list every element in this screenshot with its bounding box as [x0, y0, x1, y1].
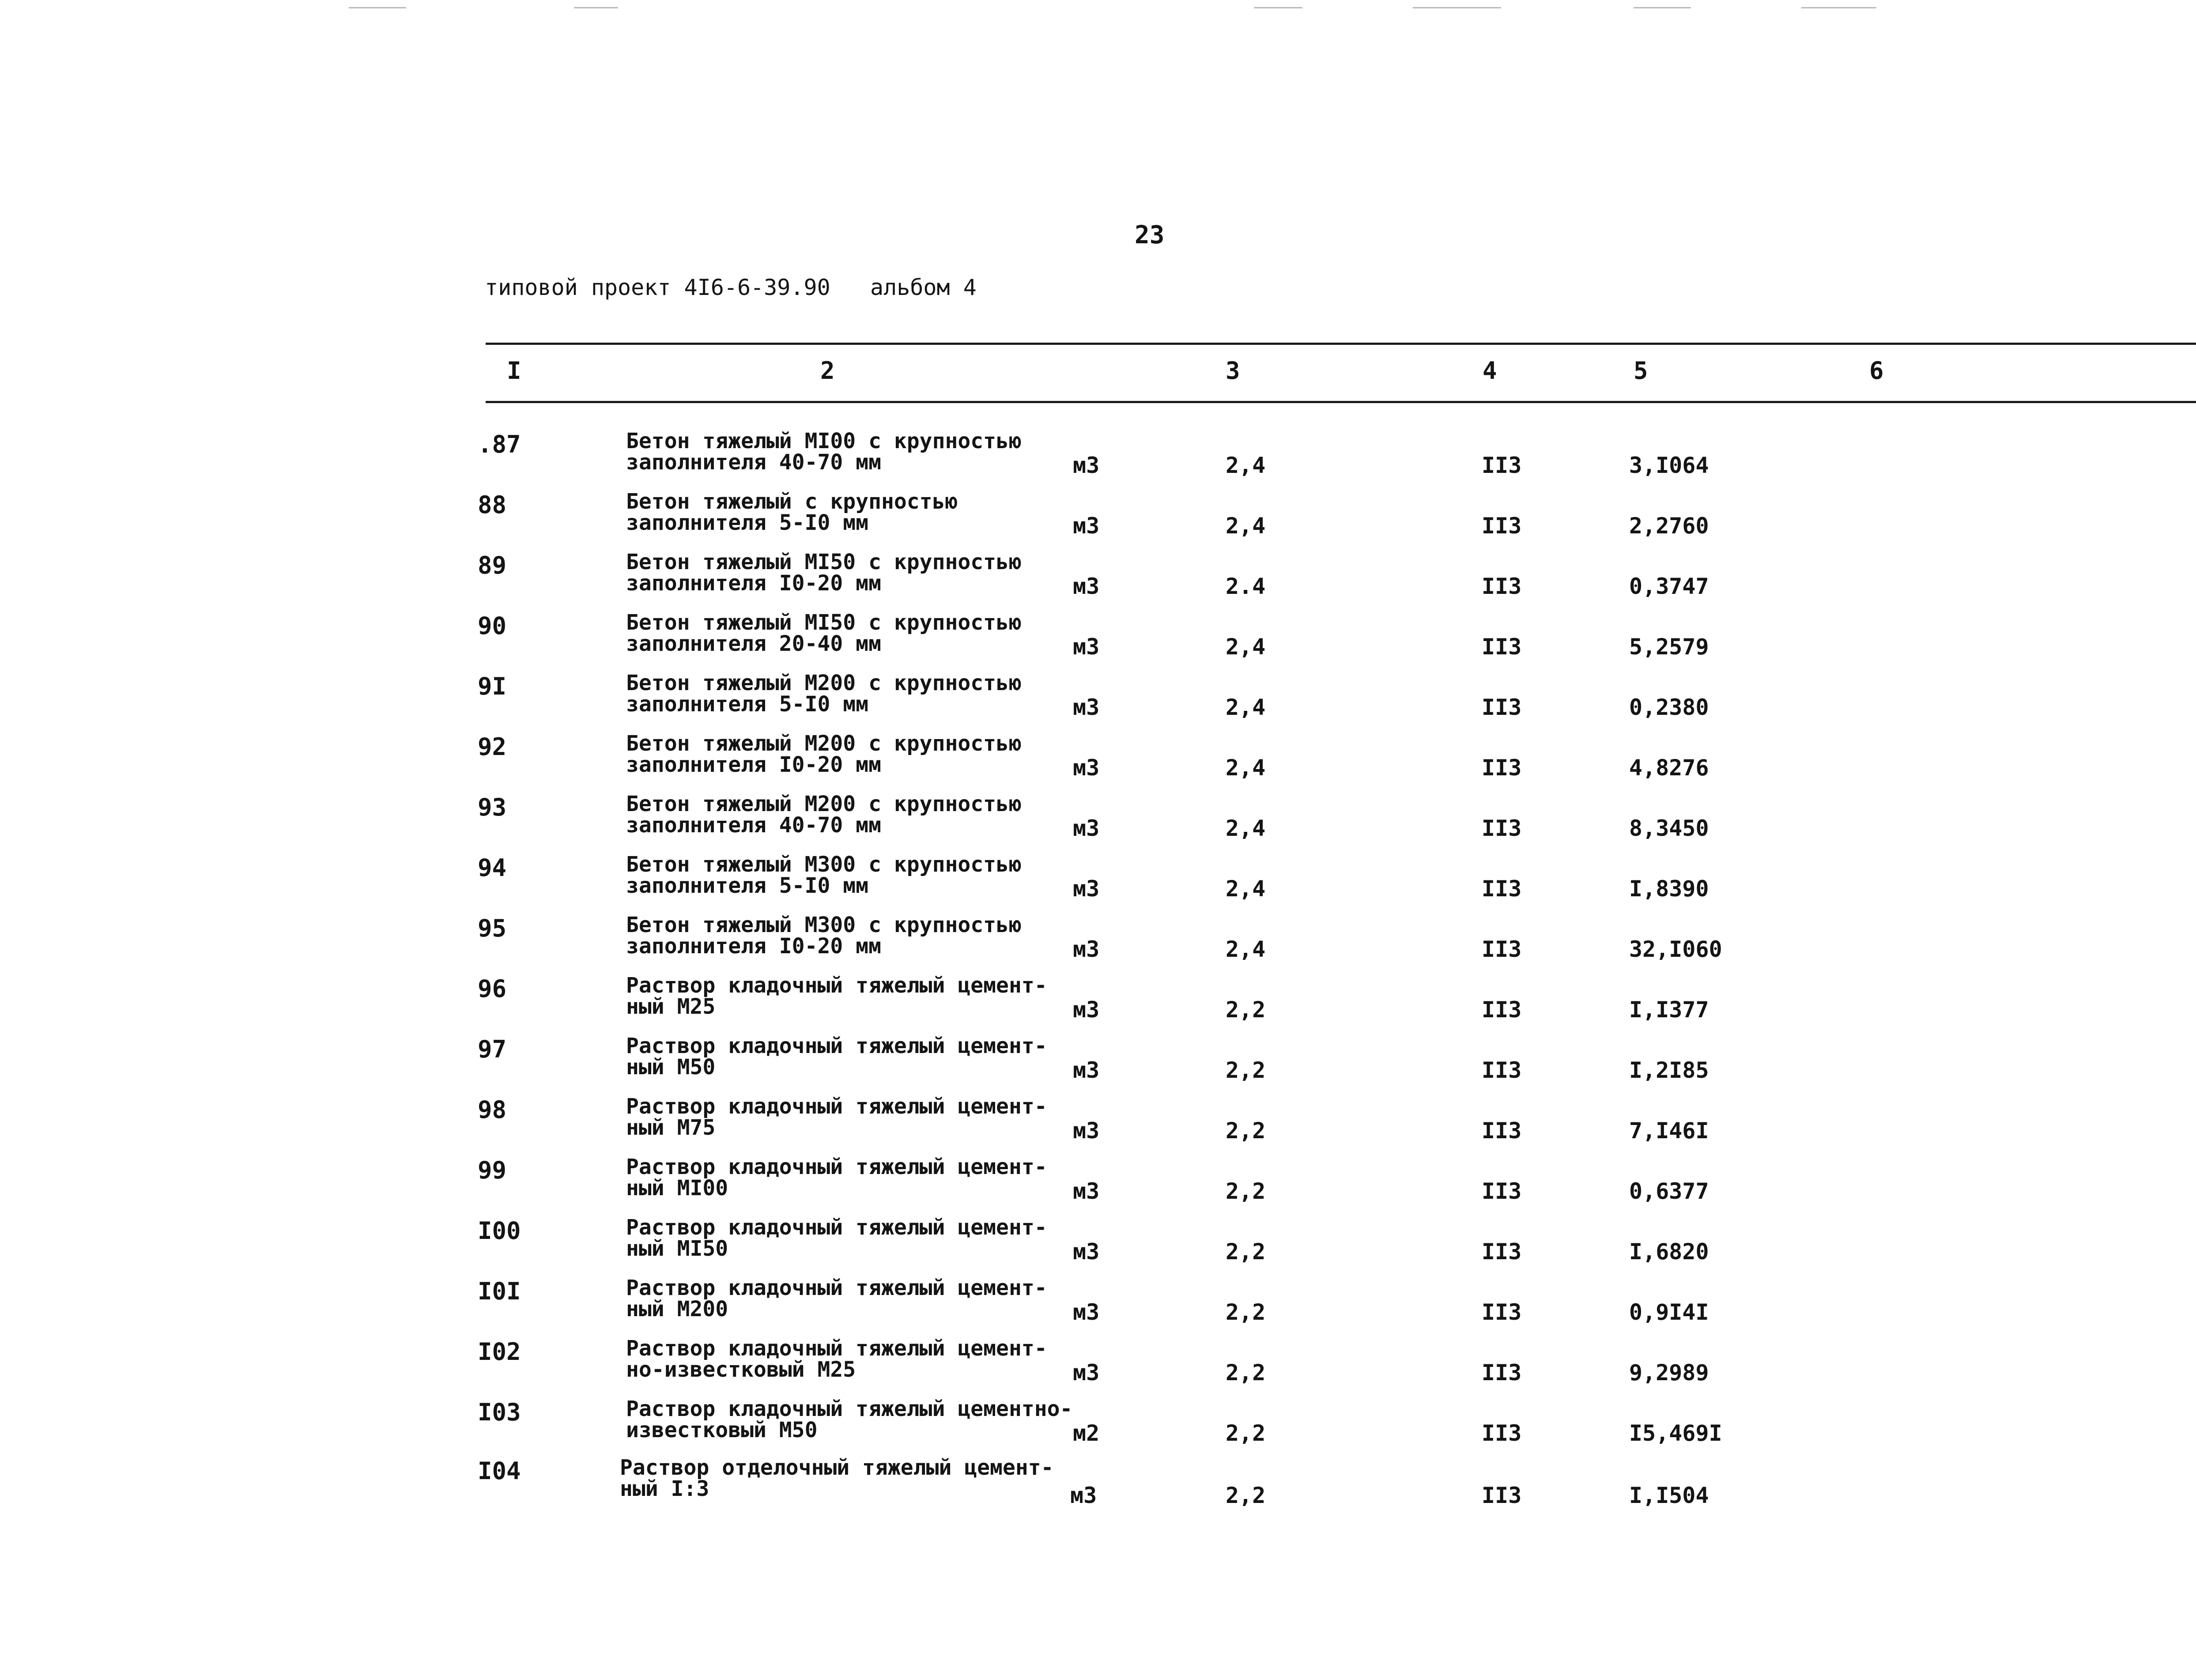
quantity: 2,2	[1226, 1420, 1266, 1446]
material-name-line: Бетон тяжелый МI50 с крупностью	[626, 610, 1022, 635]
unit: м3	[1073, 876, 1100, 902]
material-name-line: но-известковый М25	[626, 1357, 856, 1382]
table-row	[0, 1156, 2196, 1217]
column-header-1: I	[507, 357, 521, 385]
unit: м3	[1073, 1239, 1100, 1265]
code: II3	[1482, 755, 1522, 781]
code: II3	[1482, 1057, 1522, 1083]
code: II3	[1482, 1483, 1522, 1508]
material-name-line: Бетон тяжелый М300 с крупностью	[626, 913, 1022, 937]
unit: м3	[1073, 755, 1100, 781]
material-name	[626, 854, 1022, 896]
material-name-line: заполнителя I0-20 мм	[626, 934, 881, 959]
material-name-line: Раствор кладочный тяжелый цемент-	[626, 1094, 1047, 1119]
material-name-line: ный I:3	[620, 1476, 709, 1501]
table-row	[0, 491, 2196, 551]
row-number: 94	[478, 854, 507, 882]
quantity: 2,2	[1226, 1299, 1266, 1325]
material-name-line: заполнителя 5-I0 мм	[626, 692, 869, 717]
material-name	[626, 1096, 1047, 1138]
unit: м3	[1073, 936, 1100, 962]
quantity: 2,2	[1226, 1360, 1266, 1386]
material-name	[620, 1457, 1054, 1499]
quantity: 2,4	[1226, 695, 1266, 720]
material-name-line: Бетон тяжелый М200 с крупностью	[626, 792, 1022, 816]
table-row	[0, 1398, 2196, 1459]
page-number: 23	[1135, 221, 1165, 249]
unit: м3	[1073, 1360, 1100, 1386]
table-row	[0, 1457, 2196, 1518]
value: I,I504	[1629, 1483, 1709, 1508]
material-name	[626, 975, 1047, 1017]
material-name	[626, 733, 1022, 775]
material-name-line: заполнителя 20-40 мм	[626, 631, 881, 656]
unit: м3	[1073, 453, 1100, 478]
column-header-4: 4	[1483, 357, 1497, 385]
row-number: 98	[478, 1096, 507, 1124]
row-number: 99	[478, 1156, 507, 1184]
material-name-line: Раствор кладочный тяжелый цемент-	[626, 1215, 1047, 1240]
row-number: I02	[478, 1338, 521, 1366]
row-number: 96	[478, 975, 507, 1003]
unit: м3	[1073, 634, 1100, 660]
material-name-line: ный М50	[626, 1055, 716, 1080]
material-name-line: Раствор отделочный тяжелый цемент-	[620, 1455, 1054, 1480]
quantity: 2,4	[1226, 876, 1266, 902]
material-name	[626, 1035, 1047, 1078]
column-header-6: 6	[1869, 357, 1884, 385]
table-top-rule	[486, 343, 2196, 345]
quantity: 2,2	[1226, 997, 1266, 1023]
row-number: 95	[478, 914, 507, 942]
row-number: 89	[478, 551, 507, 579]
quantity: 2,4	[1226, 755, 1266, 781]
unit: м3	[1073, 1118, 1100, 1144]
material-name-line: Раствор кладочный тяжелый цемент-	[626, 1336, 1047, 1361]
material-name	[626, 914, 1022, 957]
material-name-line: заполнителя 5-I0 мм	[626, 873, 869, 898]
material-name-line: заполнителя I0-20 мм	[626, 571, 881, 596]
material-name	[626, 491, 958, 533]
code: II3	[1482, 997, 1522, 1023]
code: II3	[1482, 1178, 1522, 1204]
table-row	[0, 672, 2196, 733]
unit: м3	[1073, 1178, 1100, 1204]
value: 0,9I4I	[1629, 1299, 1709, 1325]
value: I,2I85	[1629, 1057, 1709, 1083]
quantity: 2.4	[1226, 574, 1266, 599]
table-row	[0, 1035, 2196, 1096]
unit: м3	[1073, 997, 1100, 1023]
table-row	[0, 1338, 2196, 1398]
scan-edge-line	[1801, 7, 1876, 8]
table-row	[0, 975, 2196, 1035]
row-number: 92	[478, 733, 507, 761]
material-name-line: Раствор кладочный тяжелый цемент-	[626, 973, 1047, 998]
material-name-line: ный МI00	[626, 1176, 728, 1201]
row-number: 90	[478, 612, 507, 640]
row-number: 88	[478, 491, 507, 519]
quantity: 2,2	[1226, 1239, 1266, 1265]
material-name-line: Бетон тяжелый М200 с крупностью	[626, 671, 1022, 695]
value: 5,2579	[1629, 634, 1709, 660]
material-name-line: Раствор кладочный тяжелый цемент-	[626, 1276, 1047, 1300]
quantity: 2,2	[1226, 1057, 1266, 1083]
row-number: I00	[478, 1217, 521, 1245]
material-name-line: заполнителя 40-70 мм	[626, 813, 881, 838]
table-row	[0, 733, 2196, 793]
quantity: 2,2	[1226, 1118, 1266, 1144]
value: 9,2989	[1629, 1360, 1709, 1386]
quantity: 2,4	[1226, 634, 1266, 660]
material-name-line: заполнителя I0-20 мм	[626, 752, 881, 777]
table-row	[0, 1277, 2196, 1338]
scan-edge-line	[574, 7, 618, 8]
value: 7,I46I	[1629, 1118, 1709, 1144]
material-name-line: Раствор кладочный тяжелый цемент-	[626, 1155, 1047, 1179]
value: I,6820	[1629, 1239, 1709, 1265]
unit: м3	[1073, 1057, 1100, 1083]
unit: м3	[1073, 695, 1100, 720]
code: II3	[1482, 815, 1522, 841]
material-name	[626, 672, 1022, 715]
code: II3	[1482, 1420, 1522, 1446]
code: II3	[1482, 1360, 1522, 1386]
value: 2,2760	[1629, 513, 1709, 539]
row-number: .87	[478, 430, 521, 458]
table-row	[0, 1096, 2196, 1156]
code: II3	[1482, 453, 1522, 478]
row-number: I04	[478, 1457, 521, 1485]
unit: м3	[1073, 1299, 1100, 1325]
material-name	[626, 793, 1022, 836]
column-header-2: 2	[820, 357, 835, 385]
value: 0,6377	[1629, 1178, 1709, 1204]
value: 0,3747	[1629, 574, 1709, 599]
quantity: 2,4	[1226, 513, 1266, 539]
material-name	[626, 1398, 1072, 1441]
material-name-line: Бетон тяжелый с крупностью	[626, 489, 958, 514]
code: II3	[1482, 936, 1522, 962]
table-row	[0, 914, 2196, 975]
value: I,I377	[1629, 997, 1709, 1023]
scan-edge-line	[1634, 7, 1691, 8]
album-label: альбом 4	[870, 275, 977, 300]
table-row	[0, 612, 2196, 672]
quantity: 2,4	[1226, 453, 1266, 478]
table-row	[0, 854, 2196, 914]
material-name	[626, 612, 1022, 654]
quantity: 2,4	[1226, 815, 1266, 841]
code: II3	[1482, 695, 1522, 720]
material-name-line: ный М200	[626, 1297, 728, 1321]
value: I,8390	[1629, 876, 1709, 902]
code: II3	[1482, 574, 1522, 599]
table-row	[0, 430, 2196, 491]
material-name-line: ный М25	[626, 994, 716, 1019]
material-name-line: заполнителя 5-I0 мм	[626, 510, 869, 535]
code: II3	[1482, 634, 1522, 660]
quantity: 2,4	[1226, 936, 1266, 962]
value: 32,I060	[1629, 936, 1722, 962]
scan-edge-line	[1254, 7, 1302, 8]
material-name-line: ный М75	[626, 1115, 716, 1140]
row-number: 97	[478, 1035, 507, 1063]
row-number: 9I	[478, 672, 507, 700]
table-row	[0, 1217, 2196, 1277]
material-name-line: Раствор кладочный тяжелый цементно-	[626, 1397, 1073, 1421]
code: II3	[1482, 1299, 1522, 1325]
value: 4,8276	[1629, 755, 1709, 781]
material-name-line: Бетон тяжелый МI50 с крупностью	[626, 550, 1022, 574]
project-label: типовой проект 4I6-6-39.90	[485, 275, 830, 300]
value: 0,2380	[1629, 695, 1709, 720]
material-name-line: Бетон тяжелый М200 с крупностью	[626, 731, 1022, 756]
material-name-line: Раствор кладочный тяжелый цемент-	[626, 1034, 1047, 1058]
code: II3	[1482, 1239, 1522, 1265]
value: 3,I064	[1629, 453, 1709, 478]
material-name-line: заполнителя 40-70 мм	[626, 450, 881, 475]
scan-edge-line	[349, 7, 406, 8]
code: II3	[1482, 876, 1522, 902]
material-name	[626, 1217, 1047, 1259]
material-name-line: ный МI50	[626, 1236, 728, 1261]
value: I5,469I	[1629, 1420, 1722, 1446]
table-row	[0, 793, 2196, 854]
column-header-3: 3	[1226, 357, 1240, 385]
material-name-line: Бетон тяжелый МI00 с крупностью	[626, 429, 1022, 453]
quantity: 2,2	[1226, 1178, 1266, 1204]
table-header-rule	[486, 401, 2196, 403]
code: II3	[1482, 1118, 1522, 1144]
material-name	[626, 430, 1022, 473]
material-name-line: Бетон тяжелый М300 с крупностью	[626, 852, 1022, 877]
unit: м3	[1073, 574, 1100, 599]
unit: м3	[1073, 513, 1100, 539]
material-name	[626, 1338, 1047, 1380]
unit: м2	[1073, 1420, 1100, 1446]
row-number: 93	[478, 793, 507, 821]
value: 8,3450	[1629, 815, 1709, 841]
material-name-line: известковый М50	[626, 1418, 818, 1442]
material-name	[626, 551, 1022, 594]
material-name	[626, 1277, 1047, 1320]
unit: м3	[1070, 1483, 1097, 1508]
quantity: 2,2	[1226, 1483, 1266, 1508]
scan-edge-line	[1413, 7, 1501, 8]
row-number: I03	[478, 1398, 521, 1426]
column-header-5: 5	[1634, 357, 1648, 385]
document-header	[485, 275, 977, 300]
unit: м3	[1073, 815, 1100, 841]
material-name	[626, 1156, 1047, 1199]
row-number: I0I	[478, 1277, 521, 1305]
code: II3	[1482, 513, 1522, 539]
table-row	[0, 551, 2196, 612]
